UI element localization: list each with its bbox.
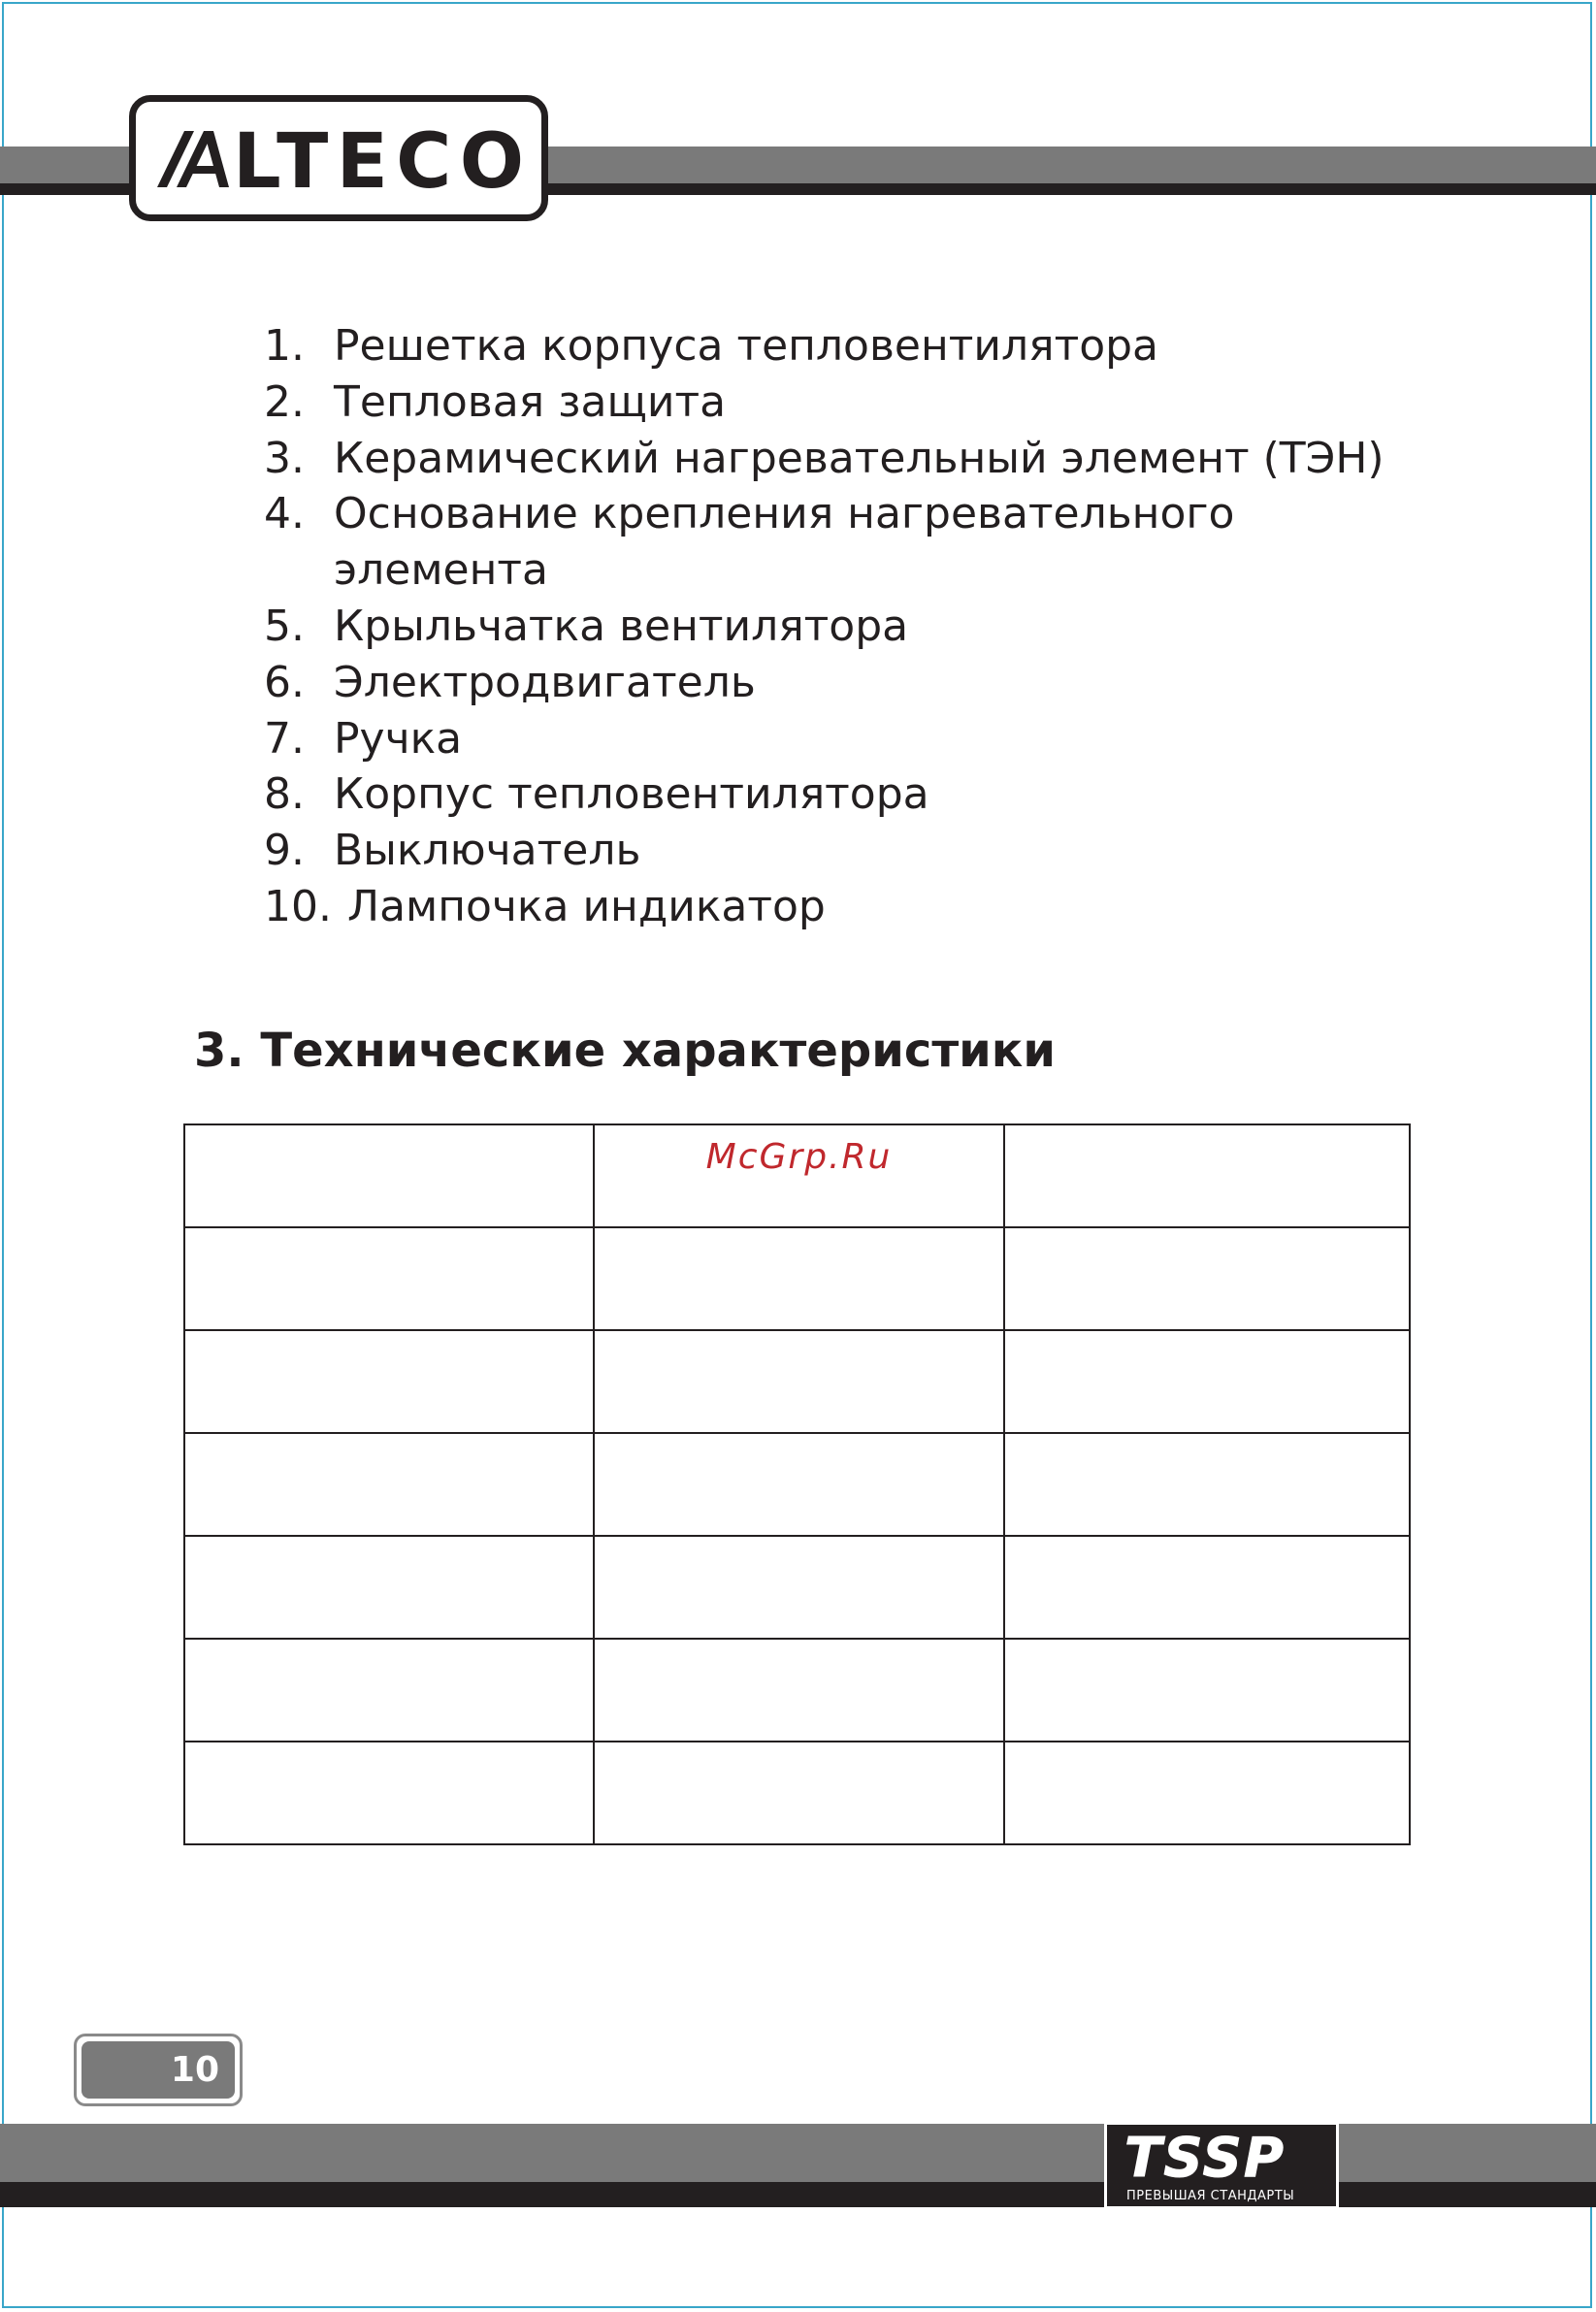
list-item-text: Тепловая защита — [334, 376, 727, 427]
table-cell — [594, 1124, 1004, 1227]
table-cell — [594, 1227, 1004, 1330]
table-row — [184, 1124, 1410, 1227]
list-item-number: 7. — [264, 713, 305, 764]
list-item-continuation — [264, 542, 1384, 599]
table-cell — [184, 1639, 594, 1742]
brand-logo-text: LTECO — [233, 118, 524, 206]
list-item-text: Выключатель — [334, 826, 641, 876]
table-cell — [594, 1536, 1004, 1639]
list-item-number: 8. — [264, 769, 305, 820]
list-item-text: Керамический нагревательный элемент (ТЭН) — [334, 433, 1384, 483]
table-cell — [184, 1124, 594, 1227]
list-item — [264, 766, 1384, 823]
table-row — [184, 1639, 1410, 1742]
list-item — [264, 823, 1384, 879]
list-item-number: 9. — [264, 826, 305, 876]
list-item-number: 5. — [264, 601, 305, 651]
list-item-text: элемента — [334, 545, 548, 596]
section-title: 3. Технические характеристики — [194, 1024, 1056, 1078]
list-item-text: Крыльчатка вентилятора — [334, 601, 909, 651]
table-cell — [1004, 1742, 1410, 1844]
alteco-logo — [129, 95, 548, 221]
list-item-number — [264, 542, 334, 599]
tssp-slogan: ПРЕВЫШАЯ СТАНДАРТЫ — [1126, 2189, 1295, 2203]
list-item-text: Решетка корпуса тепловентилятора — [334, 321, 1159, 371]
list-item-text: Корпус тепловентилятора — [334, 769, 929, 820]
table-cell — [184, 1330, 594, 1433]
table-cell — [594, 1742, 1004, 1844]
table-row — [184, 1742, 1410, 1844]
table-cell — [1004, 1536, 1410, 1639]
list-item-number: 2. — [264, 376, 305, 427]
table-row — [184, 1227, 1410, 1330]
table-cell — [1004, 1639, 1410, 1742]
list-item — [264, 711, 1384, 767]
table-cell — [594, 1433, 1004, 1536]
list-item-text: Лампочка индикатор — [347, 881, 826, 931]
page-number-badge — [74, 2034, 243, 2106]
alteco-logo-mark — [136, 102, 541, 214]
table-cell — [184, 1227, 594, 1330]
list-item — [264, 318, 1384, 374]
page-number-badge-fill — [81, 2041, 235, 2099]
page-number: 10 — [170, 2050, 219, 2090]
list-item-text: Основание крепления нагревательного — [334, 489, 1235, 539]
table-cell — [184, 1433, 594, 1536]
table-cell — [594, 1639, 1004, 1742]
list-item-text: Электродвигатель — [334, 657, 756, 707]
list-item — [264, 655, 1384, 711]
table-cell — [1004, 1433, 1410, 1536]
table-row — [184, 1536, 1410, 1639]
spec-table — [183, 1123, 1411, 1845]
table-cell — [594, 1330, 1004, 1433]
footer-band-grey — [0, 2124, 1596, 2182]
table-cell — [184, 1742, 594, 1844]
watermark: McGrp.Ru — [705, 1137, 893, 1177]
parts-list — [264, 318, 1384, 935]
list-item — [264, 374, 1384, 431]
list-item — [264, 879, 1384, 935]
table-cell — [1004, 1124, 1410, 1227]
tssp-logo — [1104, 2122, 1339, 2209]
table-cell — [1004, 1330, 1410, 1433]
footer-band-black — [0, 2182, 1596, 2207]
list-item-text: Ручка — [334, 713, 463, 764]
list-item — [264, 599, 1384, 655]
list-item-number: 4. — [264, 489, 305, 539]
list-item-number: 10. — [264, 881, 332, 931]
table-row — [184, 1330, 1410, 1433]
table-row — [184, 1433, 1410, 1536]
table-cell — [184, 1536, 594, 1639]
tssp-logo-text: TSSP — [1124, 2127, 1286, 2190]
table-cell — [1004, 1227, 1410, 1330]
list-item — [264, 431, 1384, 487]
list-item-number: 1. — [264, 321, 305, 371]
list-item-number: 6. — [264, 657, 305, 707]
list-item-number: 3. — [264, 433, 305, 483]
list-item — [264, 486, 1384, 542]
